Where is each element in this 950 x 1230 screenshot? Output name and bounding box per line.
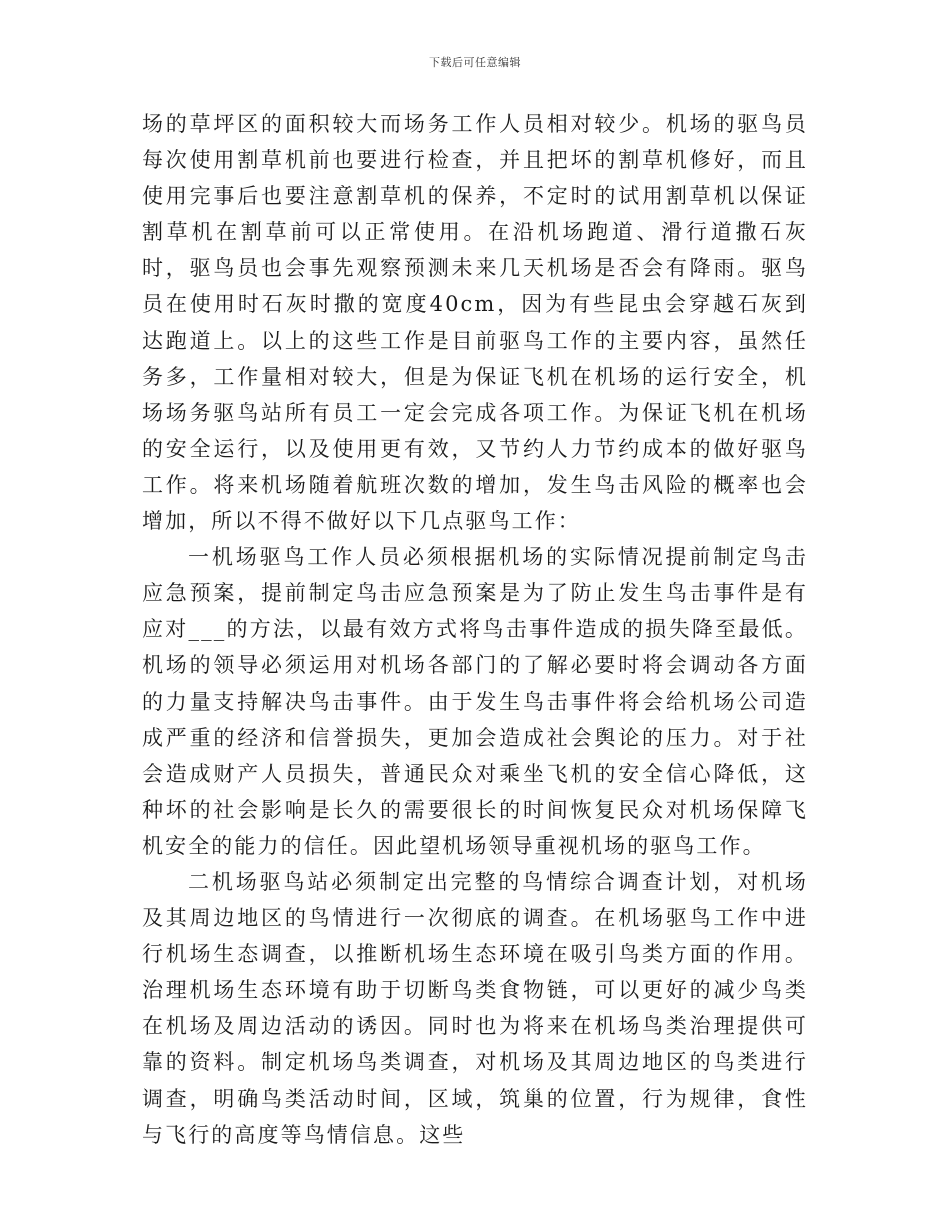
document-body: [142, 106, 808, 1153]
paragraph-continuation: 场的草坪区的面积较大而场务工作人员相对较少。机场的驱鸟员每次使用割草机前也要进行检查，并且把坏的割草机修好，而且使用完事后也要注意割草机的保养，不定时的试用割草机以保证割草机在割草前可以正常使用。在沿机场跑道、滑行道撒石灰时，驱鸟员也会事先观察预测未来几天机场是否会有降雨。驱鸟员在使用时石灰时撒的宽度40cm，因为有些昆虫会穿越石灰到达跑道上。以上的这些工作是目前驱鸟工作的主要内容，虽然任务多，工作量相对较大，但是为保证飞机在机场的运行安全，机场场务驱鸟站所有员工一定会完成各项工作。为保证飞机在机场的安全运行，以及使用更有效，又节约人力节约成本的做好驱鸟工作。将来机场随着航班次数的增加，发生鸟击风险的概率也会增加，所以不得不做好以下几点驱鸟工作：: [142, 112, 808, 534]
paragraph-emergency-plan: 一机场驱鸟工作人员必须根据机场的实际情况提前制定鸟击应急预案，提前制定鸟击应急预案是为了防止发生鸟击事件是有应对___的方法，以最有效方式将鸟击事件造成的损失降至最低。机场的领导必须运用对机场各部门的了解必要时将会调动各方面的力量支持解决鸟击事件。由于发生鸟击事件将会给机场公司造成严重的经济和信誉损失，更加会造成社会舆论的压力。对于社会造成财产人员损失，普通民众对乘坐飞机的安全信心降低，这种坏的社会影响是长久的需要很长的时间恢复民众对机场保障飞机安全的能力的信任。因此望机场领导重视机场的驱鸟工作。: [142, 545, 808, 858]
paragraph-bird-survey: 二机场驱鸟站必须制定出完整的鸟情综合调查计划，对机场及其周边地区的鸟情进行一次彻底的调查。在机场驱鸟工作中进行机场生态调查，以推断机场生态环境在吸引鸟类方面的作用。治理机场生态环境有助于切断鸟类食物链，可以更好的减少鸟类在机场及周边活动的诱因。同时也为将来在机场鸟类治理提供可靠的资料。制定机场鸟类调查，对机场及其周边地区的鸟类进行调查，明确鸟类活动时间，区域，筑巢的位置，行为规律，食性与飞行的高度等鸟情信息。这些: [142, 869, 808, 1147]
page-header: 下载后可任意编辑: [429, 56, 521, 69]
